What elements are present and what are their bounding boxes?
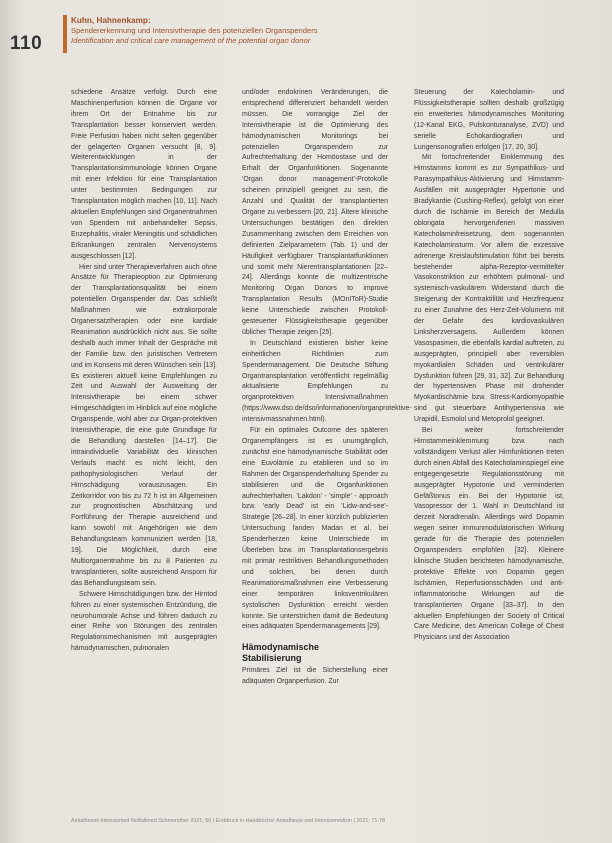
running-head-authors: Kuhn, Hahnenkamp: bbox=[71, 16, 151, 25]
text-column-1 bbox=[71, 88, 217, 655]
paragraph: Hier sind unter Therapieverfahren auch ohne Ansätze für Therapieoption zur Optimierung der Transplantationsqualität bei einem potentiellen Organspender dar. Das schließt Maßnahmen wie extrakorporale Organersatztherapien oder eine kardiale Reanimation ausdrücklich nicht aus. Sie sollte deshalb auch immer Inhalt der Gespräche mit der Familie bzw. den juristischen Vertretern und im Konsens mit deren Wünschen sein [13]. Es existieren aktuell keine Empfehlungen zu Zeit und Auswahl der Ausweitung der Intensivtherapie bei einem schwer Hirngeschädigten im Hinblick auf eine mögliche Organspende, wohl aber zur Organ-protektiven Intensivtherapie, die eine gute Grundlage für die Behandlung darstellen [14–17]. Die intraindividuelle Variabilität des klinischen Verlaufs macht es nicht leicht, den pathophysiologischen Verlauf der Hirnschädigung vorauszusagen. Ein Zeitkorridor von bis zu 72 h ist im Allgemeinen zur prognostischen Abschätzung und Fortführung der Therapie ausreichend und kann sowohl mit Angehörigen wie dem Behandlungsteam kommuniziert werden [18, 19]. Die Möglichkeit, durch eine Multiorganentnahme bis zu 8 Patienten zu transplantieren, sollte ausreichend Ansporn für das Behandlungsteam sein. bbox=[71, 263, 217, 587]
running-head-title-german: Spendererkennung und Intensivtherapie des potenziellen Organspenders bbox=[71, 26, 318, 35]
page-footer: Anästhesiol Intensivmed Notfallmed Schmerzther 2021; 56 | Erstdruck in Handbücher Anästhesie und Intensivmedizin | 2021; 71-78 bbox=[71, 818, 386, 824]
paragraph: Bei weiter fortschreitender Hirnstammeinklemmung bzw. nach vollständigem Verlust aller Hirnfunktionen treten durch einen Abfall des Katecholaminspiegel eine entgegengesetzte Regulationsstörung mit ausgeprägter Hypotonie und verminderten Gefäßtonus ein. Bei der Hypotonie ist, Vasopressor der 1. Wahl in Deutschland ist derzeit Noradrenalin. Allerdings wird Dopamin wegen seiner immunmodulatorischen Wirkung gerade für die Therapie des potenziellen Organspenders empfohlen [32]. Kleinere klinische Studien berichteten hämodynamische, protektive Effekte von Dopamin gegen Ischämien, Reperfusionsschäden und anti-inflammatorische Wirkungen auf die transplantierten Organe [33–37]. In den aktuellen Empfehlungen der Society of Critical Care Medicine, des American College of Chest Physicians und der Association bbox=[414, 427, 564, 642]
header-accent-bar bbox=[63, 15, 67, 53]
paragraph: Für ein optimales Outcome des späteren Organempfängers ist es unumgänglich, zunächst eine hämodynamische Stabilität oder eine Euvolämie zu etablieren und so im Rahmen der Organspenderhaltung Spender zu stabilisieren und die Organfunktionen aufrechterhalten. 'Lakdon' - 'simple' - approach bzw. 'early Dead' ist ein 'Lidw-and-see'-Strategie [26–28]. In einer kürzlich publizierten Untersuchung fanden Madan et al. bei Spenderherzen keine Unterschiede im Überleben bzw. im Transplantationsergebnis mit primär restriktiven Behandlungsmethoden und solchen, bei denen durch Reanimationsmaßnahmen eine Verbesserung einer temporären linksventrikulären systolischen Dysfunktion erreicht werden konnte. Sie unterstrichen damit die Bedeutung eines adäquaten Spendermanagements [29]. bbox=[242, 427, 388, 631]
text-column-2 bbox=[242, 88, 412, 688]
paragraph: Schwere Hirnschädigungen bzw. der Hirntod führen zu einer systemischen Entzündung, die neurohumorale Achse und führen dadurch zu einer Reihe von Störungen des zentralen Regulationsmechanismen mit ausgeprägten hämodynamischen, pulmonalen bbox=[71, 590, 217, 653]
paragraph: In Deutschland existieren bisher keine einheitlichen Richtlinien zum Spendermanagement. Die Deutsche Stiftung Organtransplantation veröffentlicht regelmäßig aktualisierte Empfehlungen zu organprotektiven Intensivmaßnahmen (https://www.dso.de/dso/informationen/organprotektive-intensivmassnahmen.html). bbox=[242, 339, 412, 424]
paragraph: Steuerung der Katecholamin- und Flüssigkeitstherapie sollten deshalb großzügig ein erweitertes hämodynamisches Monitoring (12-Kanal EKG, Pulskonturanalyse, ZVD) und serielle Echokardiografien und Lungensonografien erfolgen [17, 20, 30]. bbox=[414, 89, 564, 151]
section-heading-line-1: Hämodynamische bbox=[242, 642, 320, 653]
page-number: 110 bbox=[10, 33, 43, 54]
section-heading-line-2: Stabilisierung bbox=[242, 653, 302, 664]
paragraph: Mit fortschreitender Einklemmung des Hirnstamms kommt es zur Sympathikus- und Parasympathikus-Aktivierung und Hirnstamm-Ausfällen mit ausgeprägter Hypertonie und Bradykardie (Cushing-Reflex), gefolgt von einer durch die Ischämie im Bereich der Medulla oblongata hervorgerufenen massiven Katecholaminfreisetzung, dem sogenannten Katecholaminsturm. Vor allem die exzessive adrenerge Kreislaufstimulation führt bei bereits bestehender alpha-Rezeptor-vermittelter Vasokonstriktion zur erhöhtem pulmonal- und systemisch-vaskulärem Widerstand durch die Steigerung der Kontraktilität und Herzfrequenz zu einer Zunahme des Herz-Zeit-Volumens mit der Gefahr des kardiovaskulären Linksherzversagens. Außerdem können Vasospasmen, die ebenfalls kardial auftreten, zu ausgeprägten, principiell aber reversiblen myokardialen Schäden und ventrikulärer Dysfunktion führen [29, 31, 32]. Zur Behandlung der hypertensiven Phase mit drohender Myokardischämie bzw. Stress-Kardiomyopathie sind gut steuerbare Antihypertensiva wie Urapidil, Esmolol und Metoprolol geeignet. bbox=[414, 154, 564, 424]
text-column-3 bbox=[414, 88, 564, 644]
paragraph: und/oder endokrinen Veränderungen, die entsprechend differenziert behandelt werden müssen. Die vorrangige Ziel der Intensivtherapie ist die Optimierung des hämodynamischen Monitorings bei potenziellen Organspendern zur Aufrechterhaltung der Homöostase und der Erhalt der Organfunktionen. Sogenannte 'Organ donor management'-Protokolle scheinen prinzipiell geeignet zu sein, die Anzahl und Qualität der transplantierten Organe zu verbessern [20, 21]. Ältere klinische Untersuchungen bestätigen den direkten Zusammenhang zwischen dem Erreichen von definierten Zielparametern (Tab. 1) und der Häufigkeit verfügbarer Transplantatfunktionen und somit mehr Nierentransplantationen [22–24]. Allerdings konnte die multizentrische Monitoring Organ Donors to improve Transplantation Results (MOnIToR)-Studie keine Unterschiede zwischen Protokoll-gesteuerter Flüssigkeitstherapie gegenüber üblicher Therapie zeigen [25]. bbox=[242, 89, 388, 336]
paragraph: schiedene Ansätze verfolgt. Durch eine Maschinenperfusion können die Organe vor ihrem Ort der Entnahme bis zur Transplantation besser konserviert werden. Freie Perfusion haben nicht selten gegenüber der gelagerten Organen versucht [8, 9]. Weiterentwicklungen in der Transplantationsimmunologie können Organe mit einer Infektion für eine Transplantation unter bestimmten Bedingungen zur Transplantation möglich machen [10, 11]. Nach aktuellen Empfehlungen sind Organentnahmen von Spendern mit anbehandelter Sepsis, Enzephalitis, viraler Meningitis und schädlichen Erkrankungen zentralen Nervensystems ausgeschlossen [12]. bbox=[71, 89, 217, 260]
section-heading bbox=[242, 642, 388, 664]
section-paragraph: Primäres Ziel ist die Sicherstellung einer adäquaten Organperfusion. Zur bbox=[242, 667, 388, 686]
running-head bbox=[71, 16, 591, 46]
running-head-title-english: Identification and critical care management of the potential organ donor bbox=[71, 36, 311, 45]
